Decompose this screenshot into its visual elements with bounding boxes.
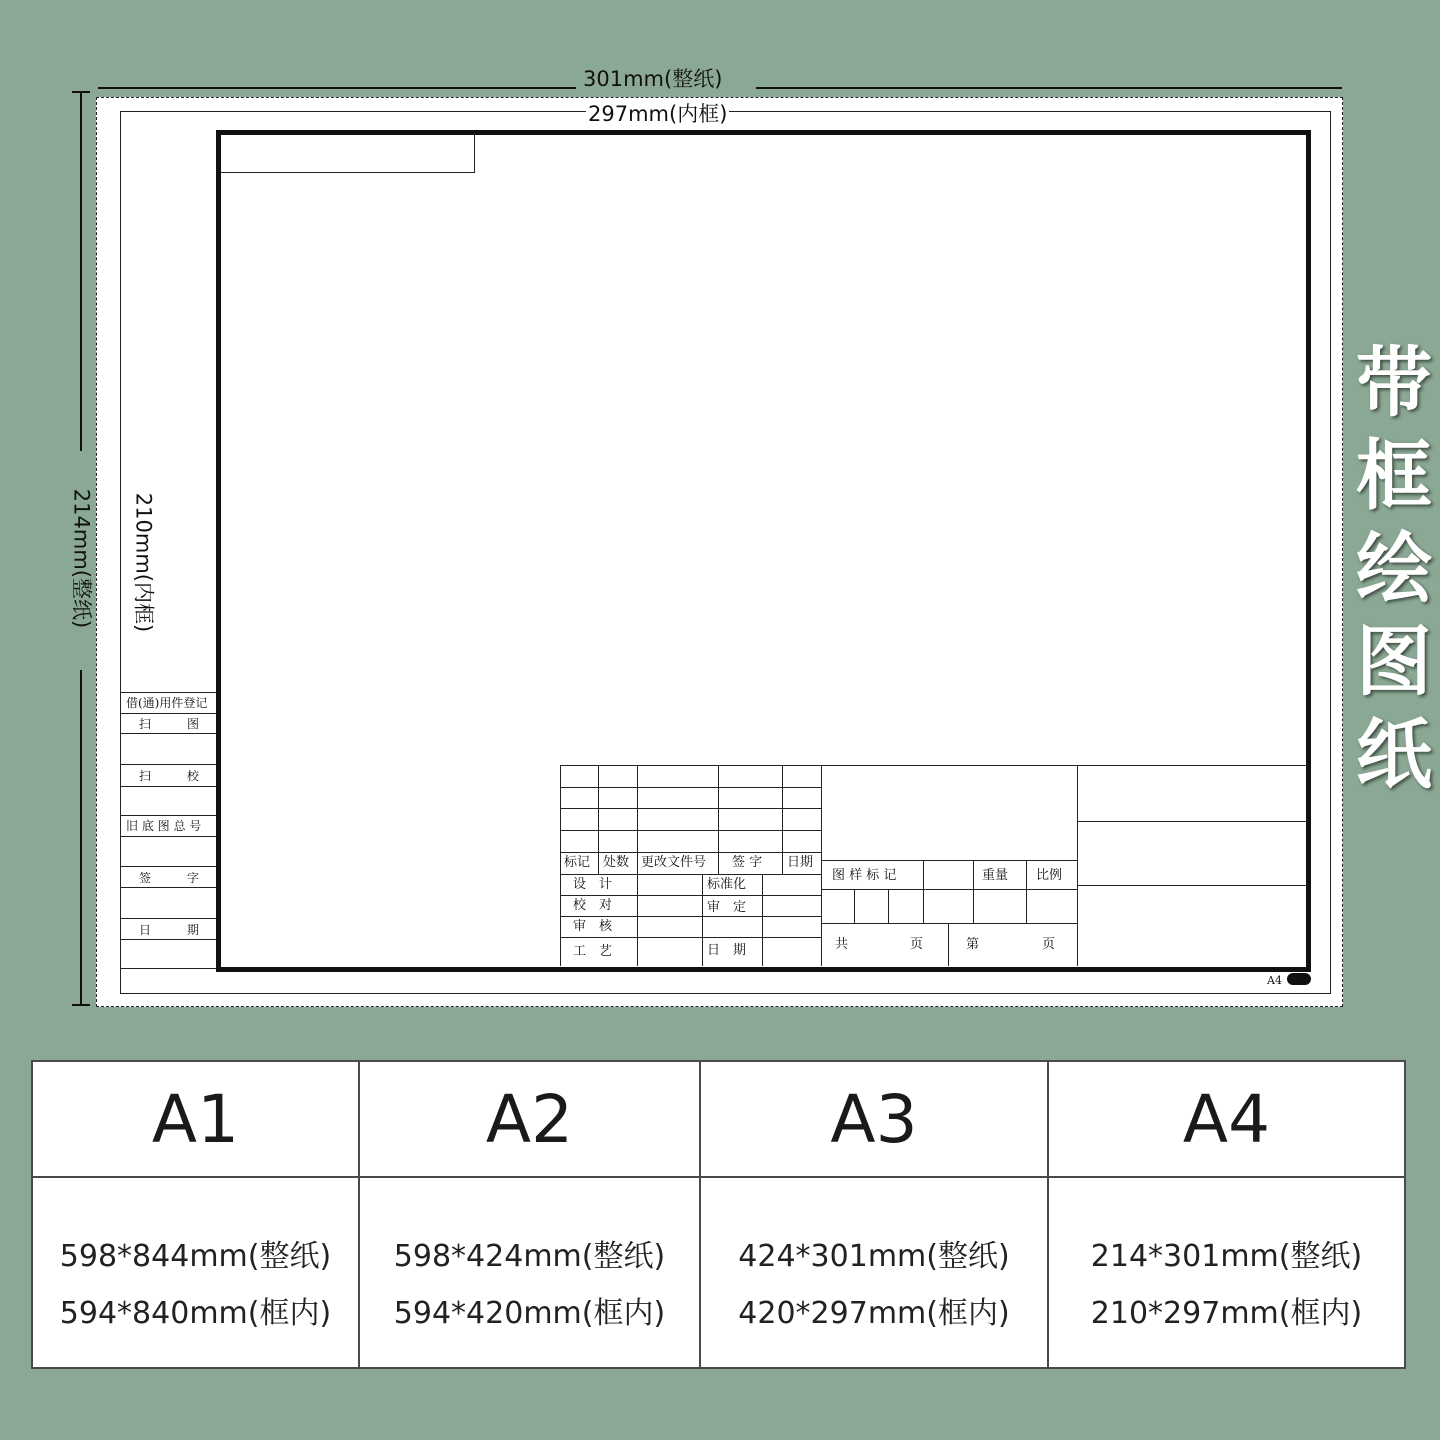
- strip-cell: [121, 733, 216, 765]
- strip-label: 旧 底 图 总 号: [126, 819, 202, 833]
- registration-strip: [121, 692, 216, 968]
- header-date: 日期: [787, 855, 814, 870]
- label-standardization: 标准化: [707, 877, 747, 892]
- title-char: 框: [1356, 431, 1432, 520]
- size-mark: A4: [1267, 974, 1282, 987]
- strip-header: 借(通)用件登记: [126, 696, 208, 710]
- width-dimension-line: [98, 87, 576, 89]
- title-block: [560, 765, 1307, 966]
- strip-label: 日 期: [139, 923, 200, 937]
- title-char: 图: [1356, 617, 1432, 706]
- size-full: 598*424mm(整纸): [393, 1239, 666, 1274]
- corner-code-box: [221, 135, 475, 173]
- vertical-title: [1352, 336, 1436, 801]
- logo-mark: [1287, 973, 1311, 985]
- size-name: A1: [33, 1062, 358, 1178]
- strip-cell: [121, 713, 216, 734]
- full-height-label: 214mm(整纸): [69, 488, 94, 629]
- size-name: A4: [1049, 1062, 1404, 1178]
- label-approve: 审 定: [707, 900, 747, 915]
- label-check: 校 对: [573, 898, 613, 913]
- strip-label: 扫 校: [139, 769, 200, 783]
- label-process: 工 艺: [573, 944, 613, 959]
- header-mark: 标记: [564, 855, 591, 870]
- strip-cell: [121, 764, 216, 787]
- title-char: 纸: [1356, 710, 1432, 799]
- label-date: 日 期: [707, 943, 747, 958]
- title-char: 带: [1356, 338, 1432, 427]
- size-column-a1: [33, 1062, 360, 1367]
- label-weight: 重量: [982, 868, 1009, 883]
- size-name: A3: [701, 1062, 1047, 1178]
- header-count: 处数: [603, 855, 630, 870]
- size-inner: 594*420mm(框内): [393, 1296, 666, 1331]
- size-column-a4: [1049, 1062, 1404, 1367]
- size-inner: 420*297mm(框内): [738, 1296, 1010, 1331]
- title-char: 绘: [1356, 524, 1432, 613]
- size-column-a3: [701, 1062, 1049, 1367]
- strip-label: 扫 图: [139, 717, 200, 731]
- label-pages-2: 页: [1042, 937, 1056, 952]
- height-tick-top: [72, 91, 90, 93]
- size-column-a2: [360, 1062, 701, 1367]
- size-full: 424*301mm(整纸): [738, 1239, 1010, 1274]
- inner-height-label: 210mm(内框): [131, 492, 156, 633]
- strip-cell: [121, 815, 216, 837]
- strip-header-cell: [121, 692, 216, 714]
- label-design: 设 计: [573, 877, 613, 892]
- strip-cell: [121, 887, 216, 919]
- label-review: 审 核: [573, 919, 613, 934]
- width-dimension-line-right: [756, 87, 1342, 89]
- strip-label: 签 字: [139, 871, 200, 885]
- height-dimension-line-top: [80, 91, 82, 451]
- strip-cell: [121, 836, 216, 867]
- size-name: A2: [360, 1062, 699, 1178]
- label-total: 共: [835, 937, 849, 952]
- label-scale: 比例: [1036, 868, 1063, 883]
- full-width-label: 301mm(整纸): [583, 67, 723, 91]
- header-change-doc: 更改文件号: [641, 855, 707, 870]
- strip-cell: [121, 866, 216, 888]
- label-drawing-mark: 图 样 标 记: [832, 868, 897, 883]
- label-sheet: 第: [966, 937, 980, 952]
- height-dimension-line-bottom: [80, 670, 82, 1006]
- height-tick-bottom: [72, 1004, 90, 1006]
- size-inner: 594*840mm(框内): [59, 1296, 332, 1331]
- size-full: 598*844mm(整纸): [59, 1239, 332, 1274]
- strip-cell: [121, 918, 216, 940]
- strip-cell: [121, 786, 216, 816]
- strip-cell: [121, 939, 216, 969]
- header-signature: 签 字: [732, 855, 763, 870]
- size-table: [31, 1060, 1406, 1369]
- size-inner: 210*297mm(框内): [1090, 1296, 1363, 1331]
- inner-width-label: 297mm(内框): [588, 102, 728, 126]
- size-full: 214*301mm(整纸): [1090, 1239, 1363, 1274]
- label-pages: 页: [910, 937, 924, 952]
